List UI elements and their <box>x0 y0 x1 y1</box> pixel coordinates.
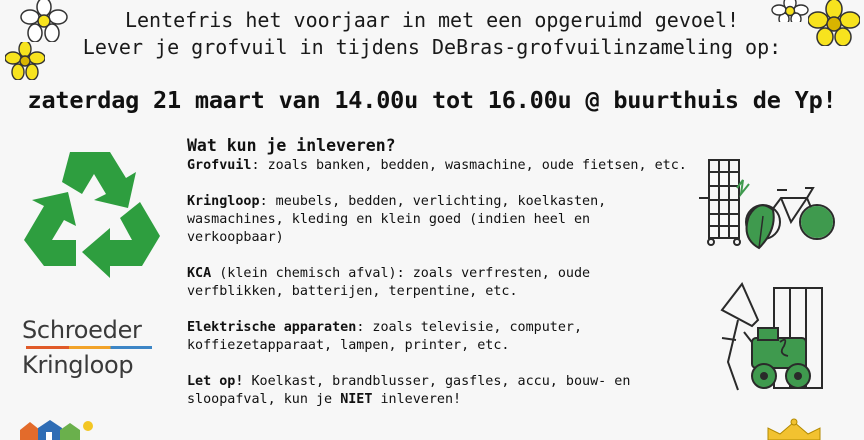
logo-word-kringloop: Kringloop <box>22 351 134 379</box>
content-block <box>187 136 687 427</box>
item-text: : meubels, bedden, verlichting, koelkasten, wasmachines, kleding en klein goed (indien heel en verkoopbaar) <box>187 194 607 245</box>
item-label: Grofvuil <box>187 158 252 173</box>
item-label: KCA <box>187 266 212 281</box>
item-text: : zoals banken, bedden, wasmachine, oude fietsen, etc. <box>251 158 687 173</box>
logo-color-bar <box>26 346 152 349</box>
warning-text-end: inleveren! <box>372 392 462 407</box>
header-line-1: Lentefris het voorjaar in met een opgeruimd gevoel! <box>124 8 740 32</box>
warning-emphasis: NIET <box>340 392 373 407</box>
item-text: (klein chemisch afval): zoals verfresten, oude verfblikken, batterijen, terpentine, etc. <box>187 266 591 299</box>
header-line-2: Lever je grofvuil in tijdens DeBras-grofvuilinzameling op: <box>82 35 782 59</box>
garden-waste-truck-icon <box>718 280 830 396</box>
schroeder-kringloop-logo <box>22 316 162 378</box>
warning-label: Let op! <box>187 374 244 389</box>
recycle-icon <box>18 148 170 280</box>
logo-word-schroeder: Schroeder <box>22 316 142 344</box>
list-item-kca <box>187 265 687 301</box>
item-label: Elektrische apparaten <box>187 320 357 335</box>
crown-logo <box>762 418 826 440</box>
event-date-line: zaterdag 21 maart van 14.00u tot 16.00u @ buurthuis de Yp! <box>27 86 837 114</box>
list-item-elektrische-apparaten <box>187 319 687 355</box>
item-text: : zoals televisie, computer, koffiezetapparaat, lampen, printer, etc. <box>187 320 583 353</box>
list-item-kringloop <box>187 193 687 247</box>
list-item-grofvuil <box>187 157 687 175</box>
content-heading: Wat kun je inleveren? <box>187 136 396 155</box>
shopping-cart-bicycle-icon <box>697 158 843 258</box>
item-label: Kringloop <box>187 194 260 209</box>
warning-text: Koelkast, brandblusser, gasfles, accu, bouw- en sloopafval, kun je <box>187 374 631 407</box>
warning-note <box>187 373 687 409</box>
house-logo <box>16 418 96 440</box>
